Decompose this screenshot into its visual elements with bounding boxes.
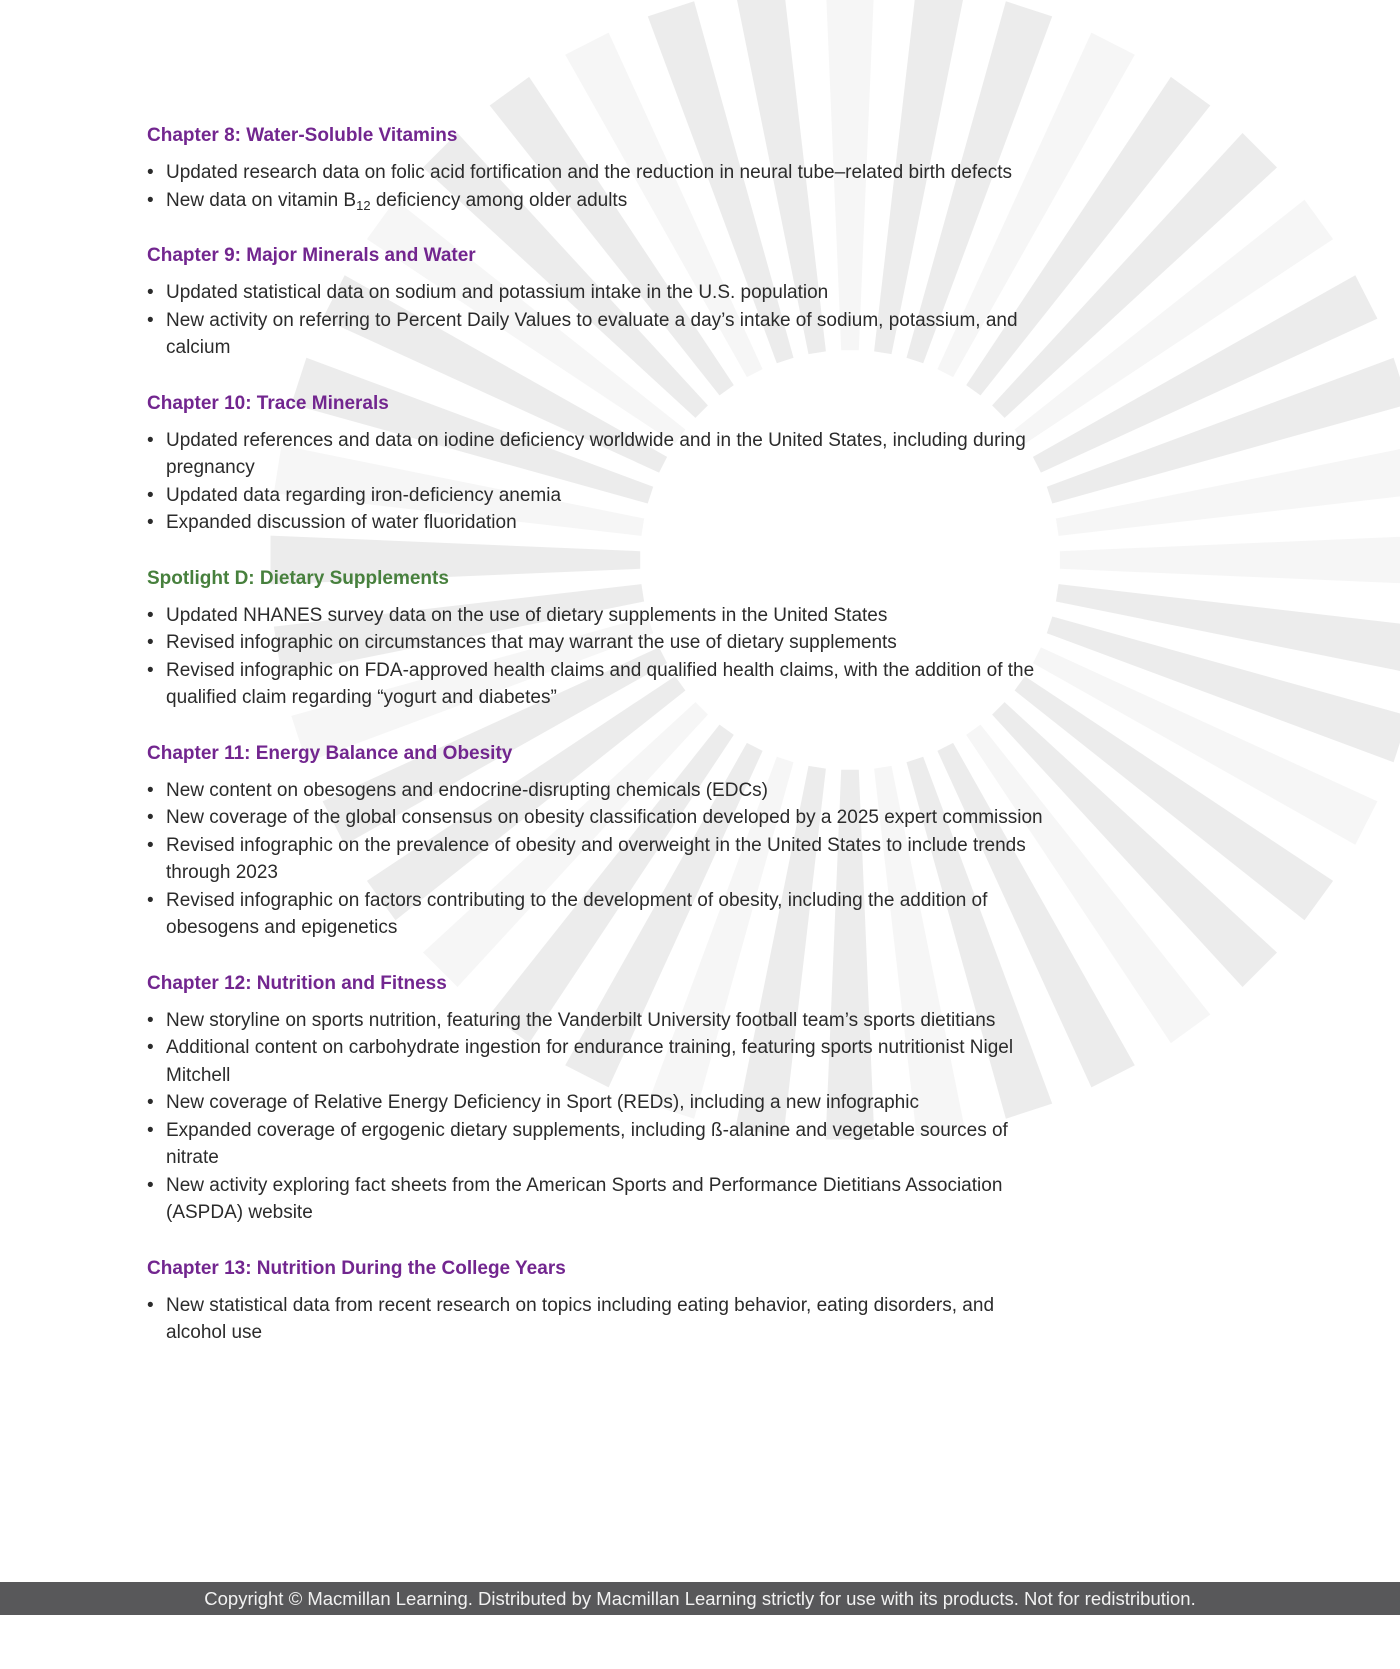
bullet-item: • Revised infographic on factors contributing to the development of obesity, including the addition of obesogens and epigenetics [147,887,1047,942]
subscript: 12 [356,197,371,213]
bullet-list [147,602,1047,712]
bullet-list [147,427,1047,537]
bullet-item: • Updated NHANES survey data on the use of dietary supplements in the United States [147,602,1047,630]
bullet-item: • New content on obesogens and endocrine-disrupting chemicals (EDCs) [147,777,1047,805]
bullet-item: • Updated research data on folic acid fortification and the reduction in neural tube–related birth defects [147,159,1047,187]
bullet-item: • New coverage of Relative Energy Deficiency in Sport (REDs), including a new infographic [147,1089,1047,1117]
chapter-heading: Chapter 8: Water-Soluble Vitamins [147,125,458,146]
bullet-item: • Updated statistical data on sodium and potassium intake in the U.S. population [147,279,1047,307]
section-4 [147,567,1047,712]
bullet-text-part: deficiency among older adults [370,189,628,211]
bullet-item: • Revised infographic on the prevalence of obesity and overweight in the United States to include trends through 2023 [147,832,1047,887]
section-6 [147,972,1047,1227]
bullet-list [147,159,1047,214]
spotlight-heading: Spotlight D: Dietary Supplements [147,567,449,589]
bullet-item: • Expanded discussion of water fluoridation [147,509,1047,537]
section-2 [147,244,1047,362]
bullet-item: • Revised infographic on FDA-approved health claims and qualified health claims, with the addition of the qualified claim regarding “yogurt and diabetes” [147,657,1047,712]
chapter-heading: Chapter 13: Nutrition During the College Years [147,1257,566,1279]
copyright-text: Copyright © Macmillan Learning. Distributed by Macmillan Learning strictly for use with its products. Not for redistribution. [204,1587,1196,1609]
bullet-item: • Updated references and data on iodine deficiency worldwide and in the United States, including during pregnancy [147,427,1047,482]
bullet-list [147,1007,1047,1227]
section-5 [147,742,1047,942]
section-3 [147,392,1047,537]
burst-ray [1056,445,1400,536]
bullet-text-part: New data on vitamin B [166,189,357,211]
bullet-item: • New activity exploring fact sheets from the American Sports and Performance Dietitians Association (ASPDA) website [147,1172,1047,1227]
burst-ray [1056,584,1400,675]
bullet-item: • New storyline on sports nutrition, featuring the Vanderbilt University football team’s sports dietitians [147,1007,1047,1035]
bullet-item: • New activity on referring to Percent Daily Values to evaluate a day’s intake of sodium, potassium, and calcium [147,307,1047,362]
bullet-item: • Additional content on carbohydrate ingestion for endurance training, featuring sports nutritionist Nigel Mitchell [147,1034,1047,1089]
chapter-heading: Chapter 12: Nutrition and Fitness [147,972,447,994]
bullet-item: • Updated data regarding iron-deficiency anemia [147,482,1047,510]
bullet-item: • New coverage of the global consensus on obesity classification developed by a 2025 expert commission [147,804,1047,832]
bullet-item: • Revised infographic on circumstances that may warrant the use of dietary supplements [147,629,1047,657]
copyright-footer [0,1582,1400,1615]
section-1 [147,124,1047,214]
chapter-heading: Chapter 9: Major Minerals and Water [147,245,476,266]
bullet-list [147,1292,1047,1347]
bullet-item: • Expanded coverage of ergogenic dietary supplements, including ß-alanine and vegetable sources of nitrate [147,1117,1047,1172]
section-7 [147,1257,1047,1347]
bullet-list [147,279,1047,362]
burst-ray [1060,536,1400,585]
chapter-heading: Chapter 11: Energy Balance and Obesity [147,742,513,764]
bullet-item: • New statistical data from recent research on topics including eating behavior, eating disorders, and alcohol use [147,1292,1047,1347]
whats-new-content [147,124,1047,1377]
bullet-list [147,777,1047,942]
chapter-heading: Chapter 10: Trace Minerals [147,392,389,414]
bullet-item [147,187,1047,215]
